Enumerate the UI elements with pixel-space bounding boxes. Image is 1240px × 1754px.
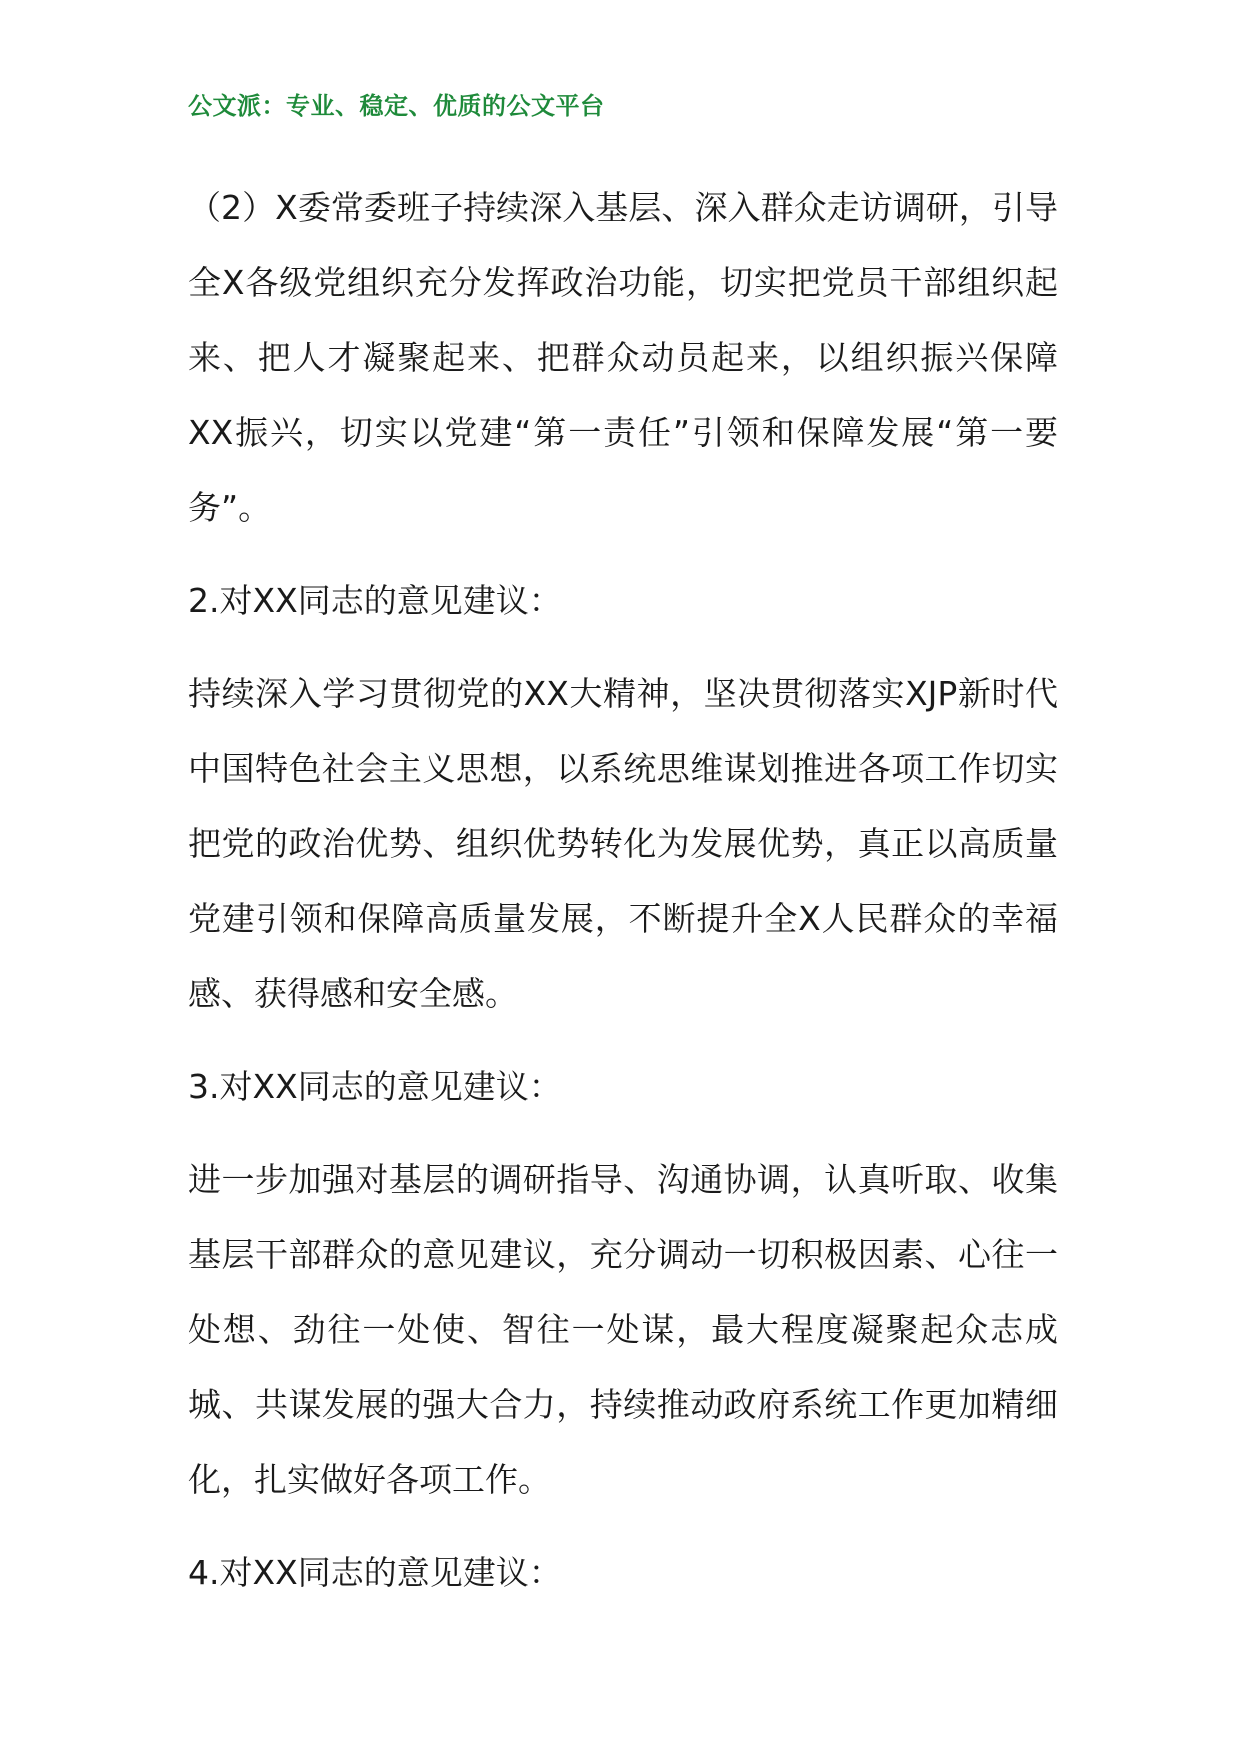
paragraph-party-committee: （2）X委常委班子持续深入基层、深入群众走访调研，引导全X各级党组织充分发挥政治功能，切实把党员干部组织起来、把人才凝聚起来、把群众动员起来，以组织振兴保障XX振兴，切实以党建“第一责任”引领和保障发展“第一要务”。 [188, 188, 1058, 527]
heading-suggestion-4: 4.对XX同志的意见建议： [188, 1553, 562, 1592]
heading-suggestion-3: 3.对XX同志的意见建议： [188, 1067, 562, 1106]
document-body [188, 170, 1058, 1610]
paragraph-suggestion-3: 进一步加强对基层的调研指导、沟通协调，认真听取、收集基层干部群众的意见建议，充分调动一切积极因素、心往一处想、劲往一处使、智往一处谋，最大程度凝聚起众志成城、共谋发展的强大合力，持续推动政府系统工作更加精细化，扎实做好各项工作。 [188, 1160, 1058, 1499]
heading-suggestion-2: 2.对XX同志的意见建议： [188, 581, 562, 620]
paragraph-suggestion-2: 持续深入学习贯彻党的XX大精神，坚决贯彻落实XJP新时代中国特色社会主义思想，以系统思维谋划推进各项工作切实把党的政治优势、组织优势转化为发展优势，真正以高质量党建引领和保障高质量发展，不断提升全X人民群众的幸福感、获得感和安全感。 [188, 674, 1058, 1013]
site-header-slogan: 公文派：专业、稳定、优质的公文平台 [188, 92, 605, 120]
